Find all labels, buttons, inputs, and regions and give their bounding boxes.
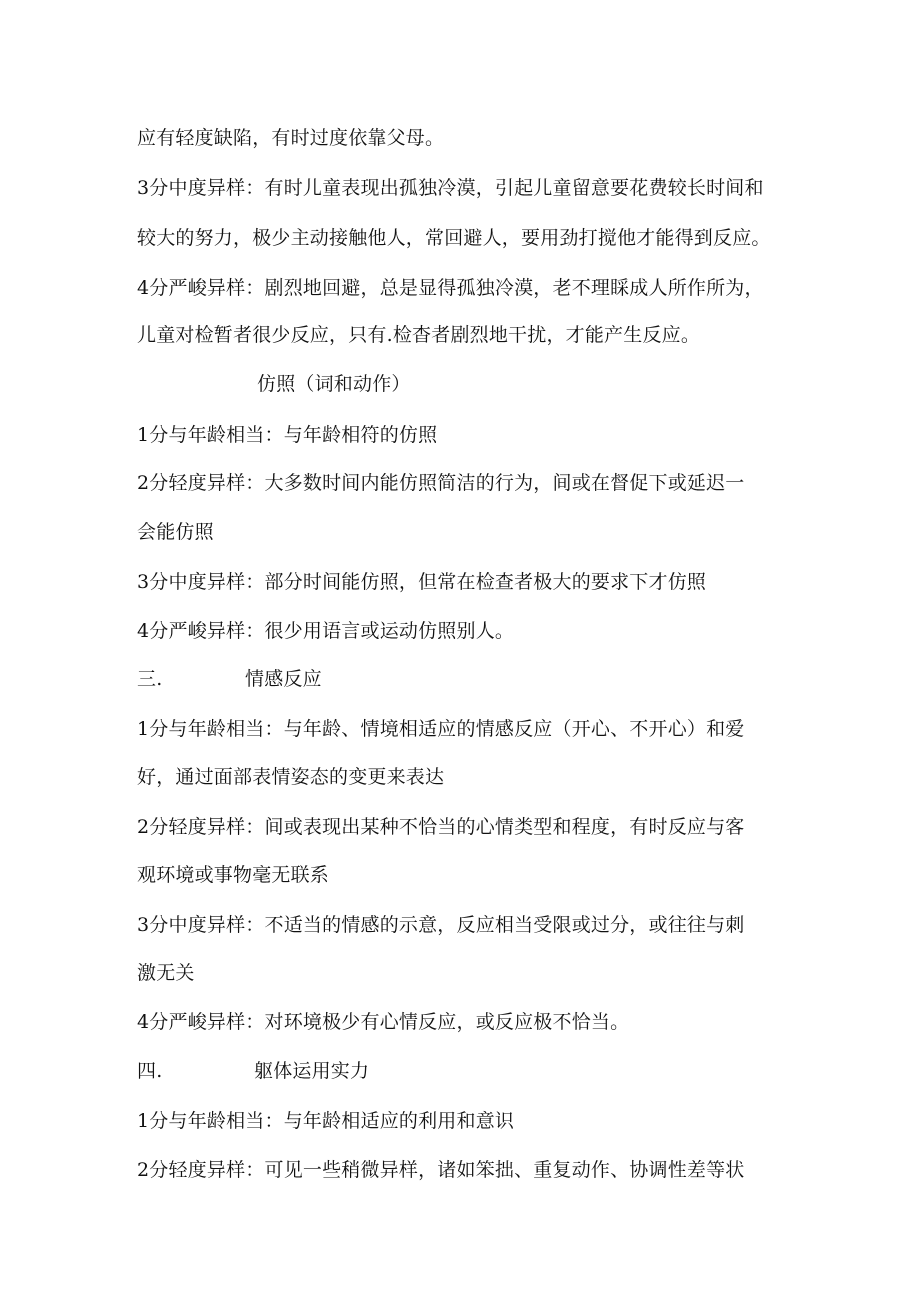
text-line: 会能仿照 [137, 521, 214, 543]
text-line: 4分严峻异样：剧烈地回避，总是显得孤独冷漠，老不理睬成人所作所为， [137, 277, 764, 299]
text-line: 3分中度异样：不适当的情感的示意，反应相当受限或过分，或往往与刺 [137, 914, 745, 936]
text-line: 3分中度异样：有时儿童表现出孤独冷漠，引起儿童留意要花费较长时间和 [137, 177, 764, 199]
text-line: 1分与年龄相当：与年龄、情境相适应的情感反应（开心、不开心）和爱 [137, 718, 745, 740]
text-line: 较大的努力，极少主动接触他人，常回避人，要用劲打搅他才能得到反应。 [137, 227, 771, 249]
text-line: 4分严峻异样：很少用语言或运动仿照别人。 [137, 620, 515, 642]
text-line: 2分轻度异样：可见一些稍微异样，诸如笨拙、重复动作、协调性差等状 [137, 1159, 745, 1181]
text-line: 儿童对检暂者很少反应，只有.检杳者剧烈地干扰，才能产生反应。 [137, 324, 701, 346]
section-number: 四. [137, 1060, 163, 1082]
text-line: 激无关 [137, 962, 195, 984]
text-line: 4分严峻异样：对环境极少有心情反应，或反应极不恰当。 [137, 1011, 630, 1033]
text-line: 观环境或事物毫无联系 [137, 864, 330, 886]
text-line: 好，通过面部表情姿态的变更来表达 [137, 766, 445, 788]
section-number: 三. [137, 668, 163, 690]
text-line: 1分与年龄相当：与年龄相适应的利用和意识 [137, 1110, 515, 1132]
section-heading-imitation: 仿照（词和动作） [257, 373, 411, 395]
text-line: 3分中度异样：部分时间能仿照，但常在检查者极大的要求下才仿照 [137, 571, 707, 593]
text-line: 2分轻度异样：间或表现出某种不恰当的心情类型和程度，有时反应与客 [137, 816, 745, 838]
text-line: 2分轻度异样：大多数时间内能仿照简洁的行为，间或在督促下或延迟一 [137, 472, 745, 494]
text-line: 1分与年龄相当：与年龄相符的仿照 [137, 424, 438, 446]
section-heading-body-use: 躯体运用实力 [254, 1060, 370, 1082]
text-line: 应有轻度缺陷，有时过度依靠父母。 [137, 127, 445, 149]
section-heading-emotion: 情感反应 [245, 668, 322, 690]
